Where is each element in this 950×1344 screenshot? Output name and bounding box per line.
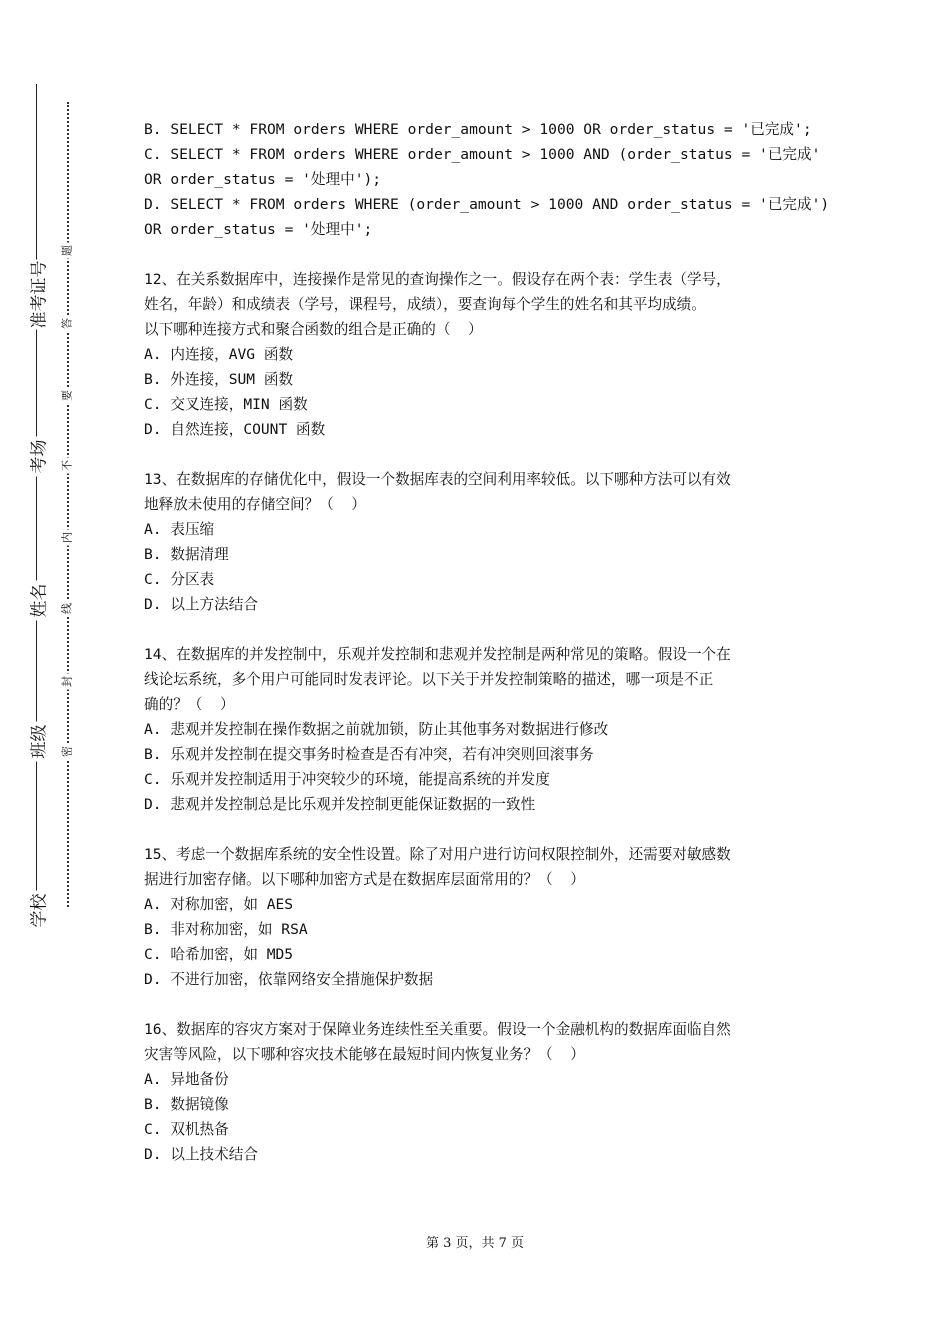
- option-b: B. 非对称加密，如 RSA: [144, 921, 308, 938]
- option-b: B. 外连接，SUM 函数: [144, 371, 294, 388]
- seal-char: 封: [62, 674, 73, 690]
- seal-char: 题: [62, 243, 73, 259]
- page-content: [144, 117, 830, 1167]
- option-c: C. 哈希加密，如 MD5: [144, 946, 294, 963]
- option-line: B. SELECT * FROM orders WHERE order_amount > 1000 OR order_status = '已完成';: [144, 121, 812, 138]
- seal-char: 答: [62, 316, 73, 332]
- previous-question-options: [144, 117, 830, 242]
- option-a: A. 对称加密，如 AES: [144, 896, 294, 913]
- question-stem: 据进行加密存储。以下哪种加密方式是在数据库层面常用的？（ ）: [144, 871, 585, 888]
- question-stem: 线论坛系统，多个用户可能同时发表评论。以下关于并发控制策略的描述，哪一项是不正: [144, 671, 714, 688]
- question-16: [144, 1017, 814, 1167]
- question-stem: 14、在数据库的并发控制中，乐观并发控制和悲观并发控制是两种常见的策略。假设一个在: [144, 646, 731, 663]
- option-d: D. 自然连接，COUNT 函数: [144, 421, 326, 438]
- option-d: D. 以上方法结合: [144, 596, 258, 613]
- option-a: A. 悲观并发控制在操作数据之前就加锁，防止其他事务对数据进行修改: [144, 721, 609, 738]
- question-stem: 地释放未使用的存储空间？（ ）: [144, 496, 366, 513]
- option-a: A. 表压缩: [144, 521, 215, 538]
- seal-char: 要: [62, 388, 73, 404]
- question-14: [144, 642, 814, 817]
- binding-dotted-line: [67, 102, 69, 907]
- option-d: D. 不进行加密，依靠网络安全措施保护数据: [144, 971, 434, 988]
- option-d: D. 以上技术结合: [144, 1146, 258, 1163]
- seal-char: 线: [62, 601, 73, 617]
- question-stem: 13、在数据库的存储优化中，假设一个数据库表的空间利用率较低。以下哪种方法可以有效: [144, 471, 731, 488]
- option-line: OR order_status = '处理中');: [144, 171, 382, 188]
- option-d: D. 悲观并发控制总是比乐观并发控制更能保证数据的一致性: [144, 796, 536, 813]
- question-stem: 12、在关系数据库中，连接操作是常见的查询操作之一。假设存在两个表：学生表（学号，: [144, 271, 731, 288]
- seal-char: 不: [62, 458, 73, 474]
- question-15: [144, 842, 814, 992]
- option-c: C. 乐观并发控制适用于冲突较少的环境，能提高系统的并发度: [144, 771, 550, 788]
- option-a: A. 内连接，AVG 函数: [144, 346, 294, 363]
- seal-char: 内: [62, 530, 73, 546]
- option-b: B. 乐观并发控制在提交事务时检查是否有冲突，若有冲突则回滚事务: [144, 746, 594, 763]
- question-12: [144, 267, 814, 442]
- option-c: C. 双机热备: [144, 1121, 229, 1138]
- label-exam-room: 考场: [32, 437, 49, 477]
- seal-char: 密: [62, 744, 73, 760]
- option-line: OR order_status = '处理中';: [144, 221, 373, 238]
- question-stem: 15、考虑一个数据库系统的安全性设置。除了对用户进行访问权限控制外，还需要对敏感数: [144, 846, 731, 863]
- question-stem: 以下哪种连接方式和聚合函数的组合是正确的（ ）: [144, 321, 483, 338]
- page-footer: 第 3 页，共 7 页: [425, 1236, 525, 1251]
- option-b: B. 数据镜像: [144, 1096, 229, 1113]
- option-a: A. 异地备份: [144, 1071, 229, 1088]
- option-line: D. SELECT * FROM orders WHERE (order_amount > 1000 AND order_status = '已完成'): [144, 196, 830, 213]
- option-b: B. 数据清理: [144, 546, 229, 563]
- question-stem: 确的？（ ）: [144, 696, 235, 713]
- label-name: 姓名: [32, 581, 49, 621]
- option-c: C. 分区表: [144, 571, 215, 588]
- question-stem: 姓名，年龄）和成绩表（学号，课程号，成绩），要查询每个学生的姓名和其平均成绩。: [144, 296, 706, 313]
- question-stem: 16、数据库的容灾方案对于保障业务连续性至关重要。假设一个金融机构的数据库面临自然: [144, 1021, 731, 1038]
- option-c: C. 交叉连接，MIN 函数: [144, 396, 308, 413]
- question-13: [144, 467, 814, 617]
- binding-margin: [0, 0, 120, 1344]
- question-stem: 灾害等风险，以下哪种容灾技术能够在最短时间内恢复业务？（ ）: [144, 1046, 585, 1063]
- binding-solid-line: [36, 84, 37, 930]
- label-school: 学校: [32, 891, 49, 931]
- label-exam-number: 准考证号: [29, 260, 50, 329]
- option-line: C. SELECT * FROM orders WHERE order_amount > 1000 AND (order_status = '已完成': [144, 146, 821, 163]
- label-class: 班级: [32, 722, 49, 762]
